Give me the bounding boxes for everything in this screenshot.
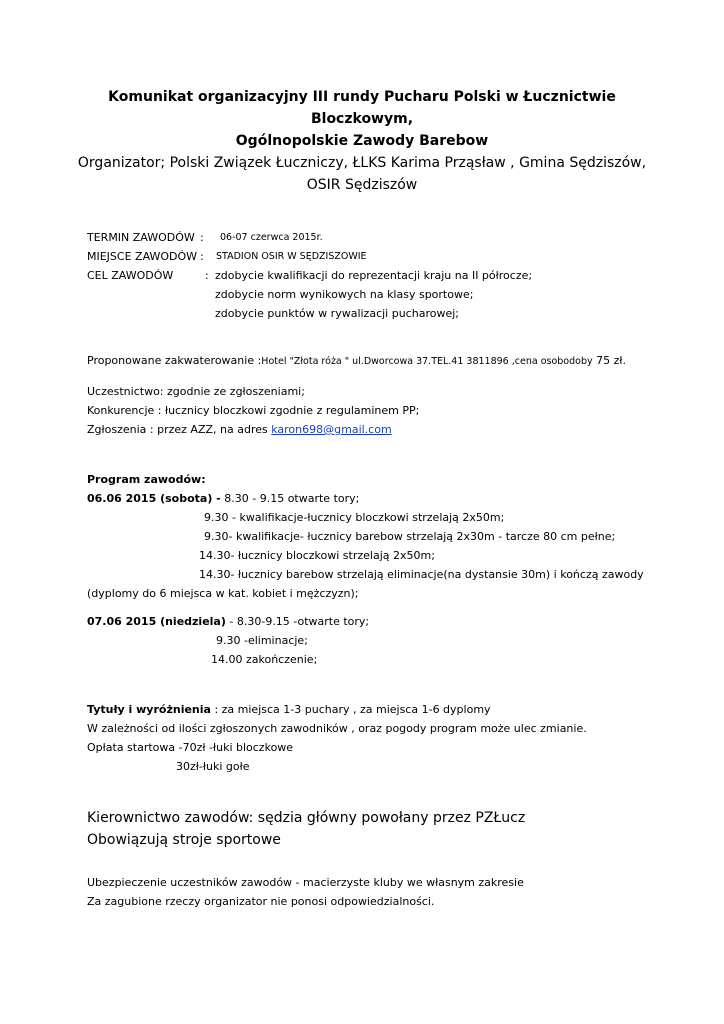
day1-item-1: 9.30 - kwalifikacje-łucznicy bloczkowi strzelają 2x50m; <box>204 511 505 524</box>
day1-row <box>87 489 644 508</box>
registration-text: Zgłoszenia : przez AZZ, na adres <box>87 423 272 436</box>
title-line-1: Komunikat organizacyjny III rundy Pucharu Polski w Łucznictwie Bloczkowym, <box>108 89 616 127</box>
insurance-line-2: Za zagubione rzeczy organizator nie ponosi odpowiedzialności. <box>87 895 435 908</box>
cel-item-1: zdobycie kwalifikacji do reprezentacji kraju na II półrocze; <box>215 269 533 282</box>
info-section <box>87 228 532 323</box>
day1-note: (dyplomy do 6 miejsca w kat. kobiet i mężczyzn); <box>87 587 359 600</box>
miejsce-row <box>87 247 532 266</box>
day1-item-3: 14.30- łucznicy bloczkowi strzelają 2x50m; <box>199 549 435 562</box>
awards-section <box>87 700 587 776</box>
day1-label: 06.06 2015 (sobota) - <box>87 492 221 505</box>
awards-row <box>87 700 587 719</box>
termin-value: 06-07 czerwca 2015r. <box>220 232 323 243</box>
termin-label: TERMIN ZAWODÓW <box>87 231 195 244</box>
management-line-2: Obowiązują stroje sportowe <box>87 832 281 848</box>
accommodation-details: Hotel "Złota róża " ul.Dworcowa 37.TEL.41 3811896 ,cena osobodoby <box>261 356 593 367</box>
awards-label: Tytuły i wyróżnienia <box>87 703 211 716</box>
day1-item-2: 9.30- kwalifikacje- łucznicy barebow strzelają 2x30m - tarcze 80 cm pełne; <box>204 530 616 543</box>
termin-row <box>87 228 532 247</box>
cel-item-3: zdobycie punktów w rywalizacji pucharowej; <box>215 307 459 320</box>
participation-section <box>87 382 419 439</box>
email-link[interactable]: karon698@gmail.com <box>271 423 392 436</box>
miejsce-value: STADION OSIR W SĘDZISZOWIE <box>216 251 367 262</box>
program-section <box>87 470 644 669</box>
accommodation <box>87 351 626 371</box>
termin-sep: : <box>200 231 204 244</box>
fee-line-1: Opłata startowa -70zł -łuki bloczkowe <box>87 741 294 754</box>
cel-sep: : <box>205 269 209 282</box>
day2-first: - 8.30-9.15 -otwarte tory; <box>225 615 370 628</box>
fee-line-2: 30zł-łuki gołe <box>176 760 250 773</box>
day2-item-1: 9.30 -eliminacje; <box>216 634 308 647</box>
accommodation-price: 75 zł. <box>596 354 626 367</box>
participation-line-1: Uczestnictwo: zgodnie ze zgłoszeniami; <box>87 385 305 398</box>
accommodation-label: Proponowane zakwaterowanie : <box>87 354 262 367</box>
day1-first: 8.30 - 9.15 otwarte tory; <box>220 492 360 505</box>
management-line-1: Kierownictwo zawodów: sędzia główny powołany przez PZŁucz <box>87 810 526 826</box>
day2-row <box>87 612 644 631</box>
cel-item-2: zdobycie norm wynikowych na klasy sportowe; <box>215 288 474 301</box>
cel-row <box>87 266 532 285</box>
organizer-line-1: Organizator; Polski Związek Łuczniczy, ŁLKS Karima Prząsław , Gmina Sędziszów, <box>77 155 647 171</box>
insurance-line-1: Ubezpieczenie uczestników zawodów - macierzyste kluby we własnym zakresie <box>87 876 524 889</box>
cel-label: CEL ZAWODÓW <box>87 269 174 282</box>
day2-item-2: 14.00 zakończenie; <box>211 653 318 666</box>
awards-text: : za miejsca 1-3 puchary , za miejsca 1-6 dyplomy <box>210 703 491 716</box>
management-section <box>87 807 525 851</box>
program-heading: Program zawodów: <box>87 473 206 486</box>
miejsce-label: MIEJSCE ZAWODÓW <box>87 250 198 263</box>
miejsce-sep: : <box>200 250 204 263</box>
participation-line-3 <box>87 420 419 439</box>
participation-line-2: Konkurencje : łucznicy bloczkowi zgodnie z regulaminem PP; <box>87 404 420 417</box>
day1-item-4: 14.30- łucznicy barebow strzelają eliminacje(na dystansie 30m) i kończą zawody <box>199 568 644 581</box>
title-line-2: Ogólnopolskie Zawody Barebow <box>235 133 489 149</box>
awards-note: W zależności od ilości zgłoszonych zawodników , oraz pogody program może ulec zmianie. <box>87 722 587 735</box>
header <box>60 86 664 196</box>
organizer-line-2: OSIR Sędziszów <box>306 177 418 193</box>
insurance-section <box>87 873 524 911</box>
day2-label: 07.06 2015 (niedziela) <box>87 615 226 628</box>
